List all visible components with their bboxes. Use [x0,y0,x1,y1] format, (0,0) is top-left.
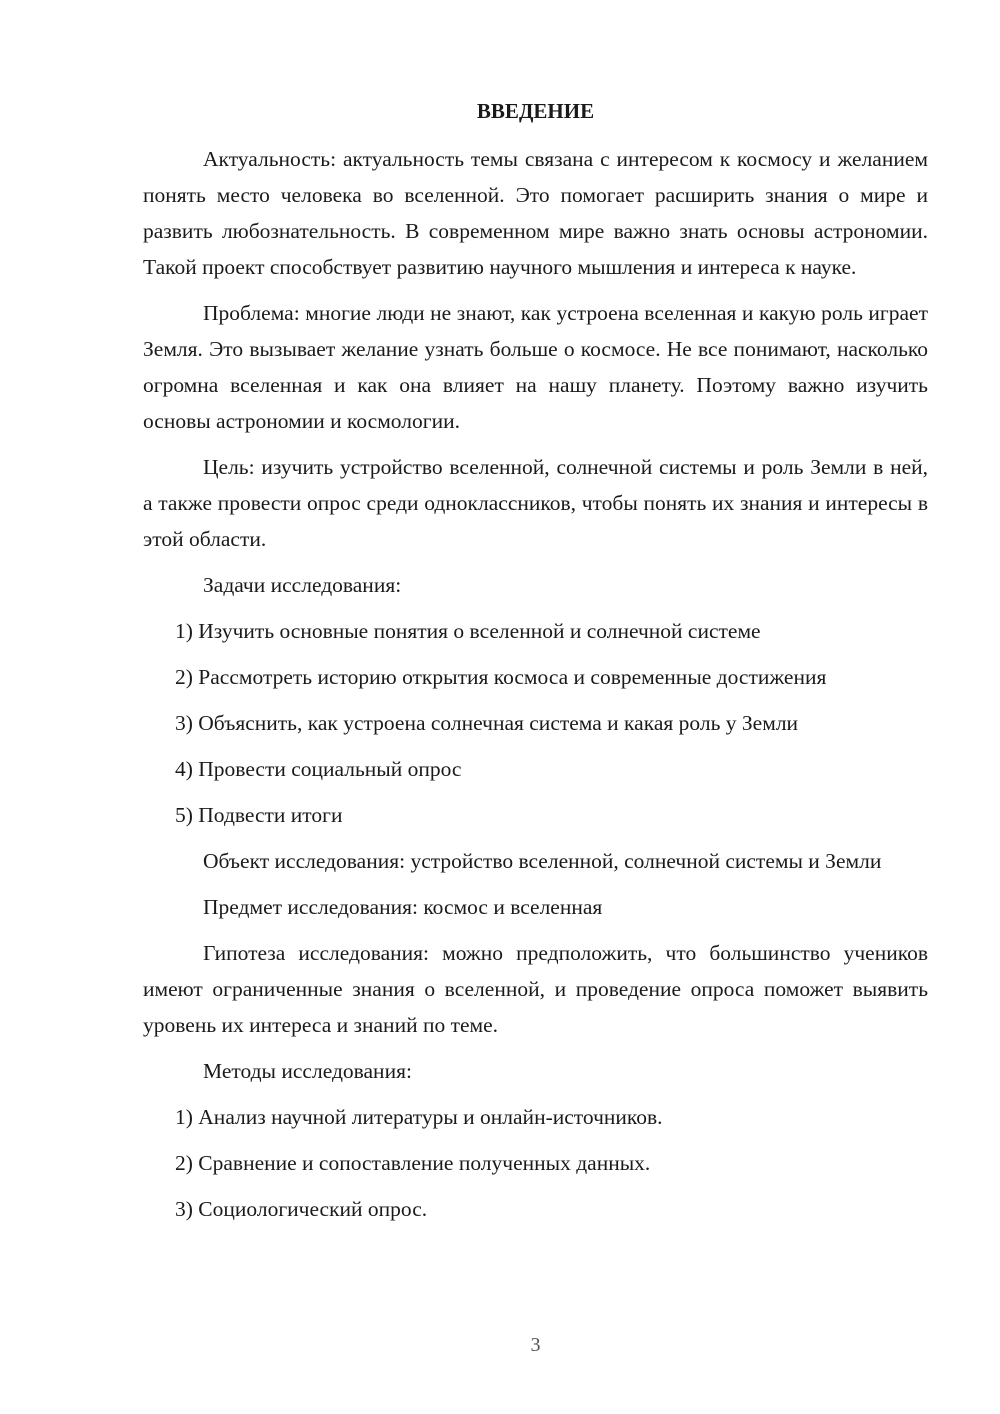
task-item: 5) Подвести итоги [175,803,343,827]
methods-heading: Методы исследования: [203,1059,412,1083]
task-item: 2) Рассмотреть историю открытия космоса и современные достижения [175,665,827,689]
method-item: 1) Анализ научной литературы и онлайн-источников. [175,1105,663,1129]
task-item: 1) Изучить основные понятия о вселенной и солнечной системе [175,619,761,643]
paragraph-subject: Предмет исследования: космос и вселенная [203,895,603,919]
section-title: ВВЕДЕНИЕ [476,99,595,123]
paragraph-problem: Проблема: многие люди не знают, как устроена вселенная и какую роль играет Земля. Это вызывает желание узнать больше о космосе. Не все понимают, насколько огромна вселенная и как она влияет на нашу планету. Поэтому важно изучить основы астрономии и космологии. [143,301,928,433]
task-item: 3) Объяснить, как устроена солнечная система и какая роль у Земли [175,711,799,735]
tasks-list [143,613,928,833]
page-number: 3 [530,1334,541,1356]
paragraph-object: Объект исследования: устройство вселенной, солнечной системы и Земли [203,849,882,873]
paragraph-relevance: Актуальность: актуальность темы связана с интересом к космосу и желанием понять место человека во вселенной. Это помогает расширить знания о мире и развить любознательность. В современном мире важно знать основы астрономии. Такой проект способствует развитию научного мышления и интереса к науке. [143,147,928,279]
document-page [143,0,928,1414]
document-body [143,141,928,1237]
methods-list [143,1099,928,1227]
method-item: 2) Сравнение и сопоставление полученных данных. [175,1151,651,1175]
paragraph-goal: Цель: изучить устройство вселенной, солнечной системы и роль Земли в ней, а также провести опрос среди одноклассников, чтобы понять их знания и интересы в этой области. [143,455,928,551]
tasks-heading: Задачи исследования: [203,573,402,597]
method-item: 3) Социологический опрос. [175,1197,428,1221]
paragraph-hypothesis: Гипотеза исследования: можно предположить, что большинство учеников имеют ограниченные знания о вселенной, и проведение опроса поможет выявить уровень их интереса и знаний по теме. [143,941,928,1037]
task-item: 4) Провести социальный опрос [175,757,462,781]
